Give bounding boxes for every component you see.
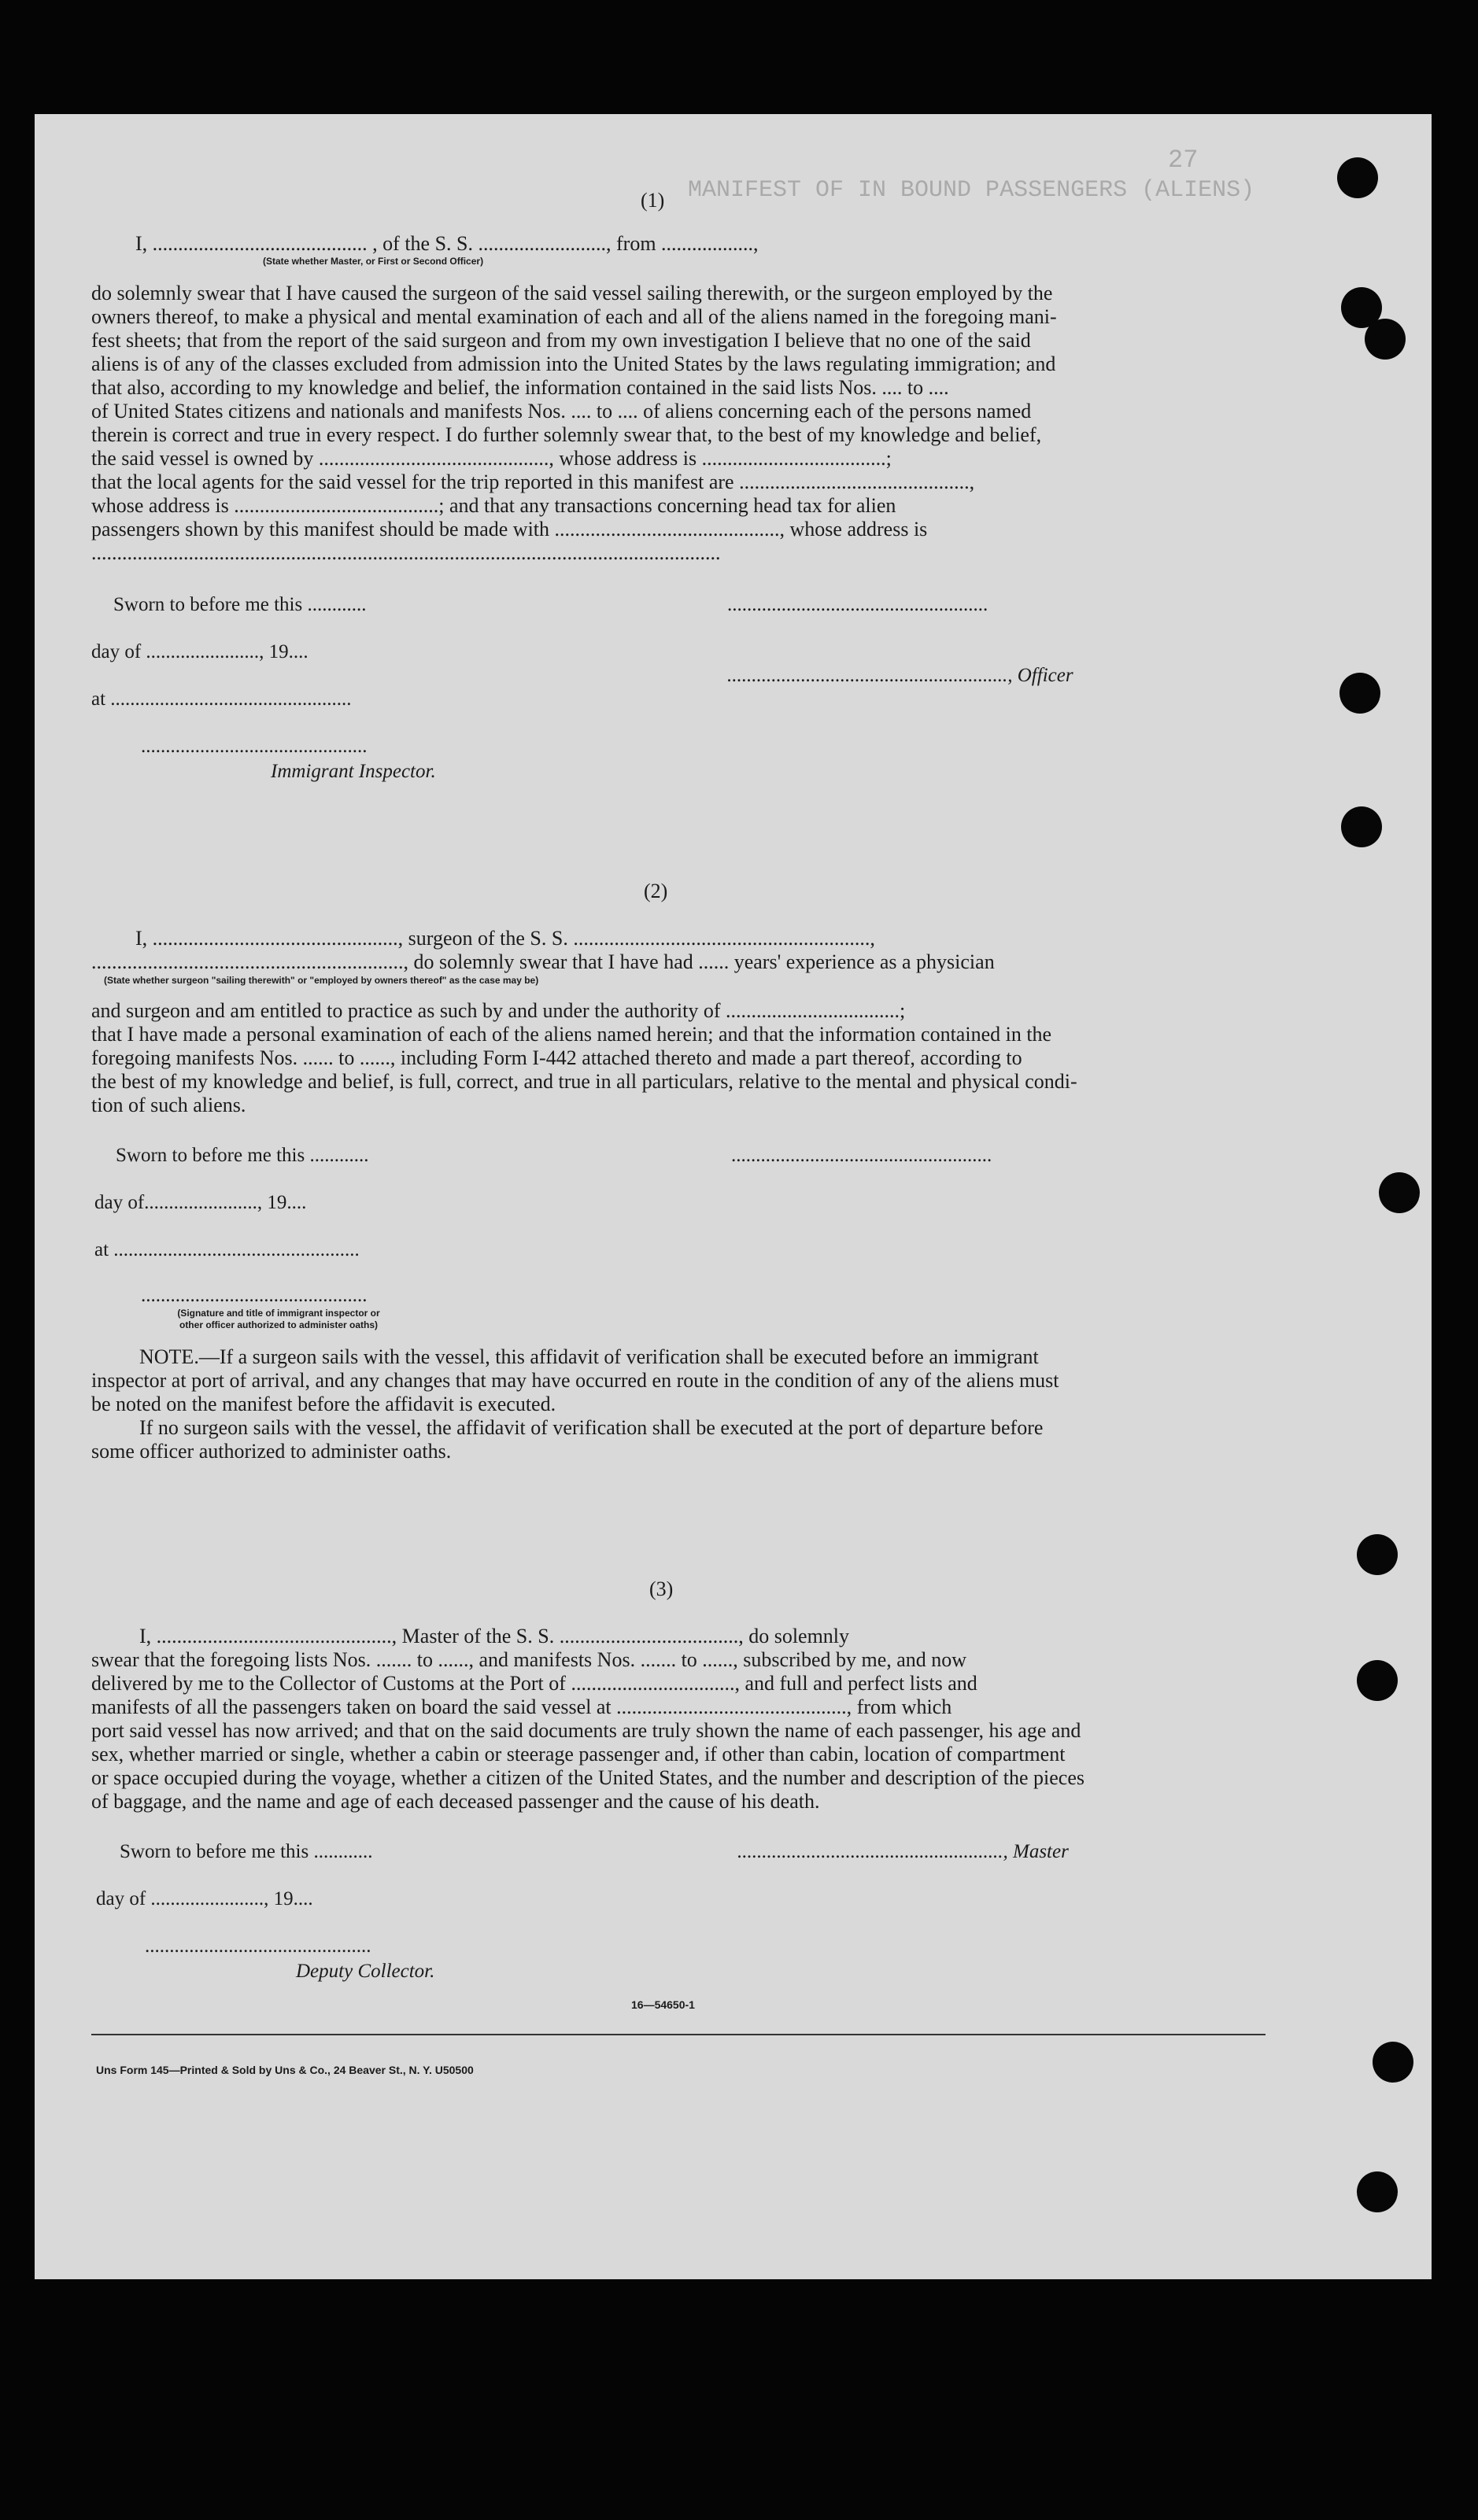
- inspector-signature-line: ..............................................: [141, 736, 368, 757]
- surgeon-type-note: (State whether surgeon "sailing therewith" or "employed by owners thereof" as the case may be): [104, 975, 539, 986]
- day-of-3: day of ......................., 19....: [96, 1888, 313, 1909]
- printer-imprint: Uns Form 145—Printed & Sold by Uns & Co., 24 Beaver St., N. Y. U50500: [96, 2064, 474, 2076]
- surgeon-oath-line-1: I, ................................................, surgeon of the S. S. ..........................................................,: [135, 927, 875, 950]
- bleed-through-number: 27: [1168, 146, 1199, 175]
- signature-note-2: other officer authorized to administer oaths): [179, 1319, 379, 1330]
- day-of-1: day of ......................., 19....: [91, 641, 309, 662]
- at-line-1: at .................................................: [91, 688, 352, 710]
- binder-hole-icon: [1341, 806, 1382, 847]
- deputy-collector-label: Deputy Collector.: [296, 1961, 435, 1982]
- sworn-before-1: Sworn to before me this ............: [113, 594, 367, 615]
- footer-divider: [91, 2034, 1266, 2035]
- master-signature-line: ......................................................, Master: [737, 1841, 1069, 1862]
- section-2-heading: (2): [644, 880, 668, 902]
- surgeon-signature-line: .....................................................: [731, 1145, 992, 1166]
- section-1-heading: (1): [641, 189, 665, 212]
- binder-hole-icon: [1373, 2042, 1413, 2083]
- sworn-before-2: Sworn to before me this ............: [116, 1145, 369, 1166]
- sworn-before-3: Sworn to before me this ............: [120, 1841, 373, 1862]
- binder-hole-icon: [1357, 2171, 1398, 2212]
- master-oath-line: I, .......................................... , of the S. S. ........................., from ..................,: [135, 232, 759, 255]
- bleed-through-header: MANIFEST OF IN BOUND PASSENGERS (ALIENS): [688, 177, 1255, 204]
- binder-hole-icon: [1357, 1534, 1398, 1575]
- manifest-page: MANIFEST OF IN BOUND PASSENGERS (ALIENS) 27 (1) I, .......................................... , of the S. S. ........................., from .................., (State whether Master, or First or Second Officer) do solemnly swear that I have caused the surgeon of the said vessel sailing therewith, or the surgeon employed by the owners thereof, to make a physical and mental examination of each and all of the aliens named in the foregoing mani- fest sheets; that from the report of the said surgeon and from my own investigation I believe that no one of the said aliens is of any of the classes excluded from admission into the United States by the laws regulating immigration; and that also, according to my knowledge and belief, the information contained in the said lists Nos. .... to .... of United States citizens and nationals and manifests Nos. .... to .... of aliens concerning each of the persons named therein is correct and true in every respect. I do further solemnly swear that, to the best of my knowledge and belief, the said vessel is owned by ............................................., whose address is ....................................; that the local agents for the said vessel for the trip reported in this manifest are ............................................., whose address is ........................................; and that any transactions concerning head tax for alien passengers shown by this manifest should be made with ............................................, whose address is ........................................................................................................................... Sworn to before me this ............ ..................................................... day of ......................., 19.... ........................................................., Officer at ................................................. .............................................. Immigrant Inspector. (2) I, ................................................, surgeon of the S. S. .........................................................., ............................................................., do solemnly swear that I have had ...... years' experience as a physician (State whether surgeon "sailing therewith" or "employed by owners thereof" as the case may be) and surgeon and am entitled to practice as such by and under the authority of ..................................; that I have made a personal examination of each of the aliens named herein; and that the information contained in the foregoing manifests Nos. ...... to ......, including Form I-442 attached thereto and made a part thereof, according to the best of my knowledge and belief, is full, correct, and true in all particulars, relative to the mental and physical condi- tion of such aliens. Sworn to before me this ............ ..................................................... day of......................., 19.... at .................................................. .............................................. (Signature and title of immigrant inspector or other officer authorized to administer oaths) NOTE.—If a surgeon sails with the vessel, this affidavit of verification shall be executed before an immigrant inspector at port of arrival, and any changes that may have occurred en route in the condition of any of the aliens must be noted on the manifest before the affidavit is executed. If no surgeon sails with the vessel, the affidavit of verification shall be executed at the port of departure before some officer authorized to administer oaths. (3) I, .............................................., Master of the S. S. ..................................., do solemnly swear that the foregoing lists Nos. ....... to ......, and manifests Nos. ....... to ......, subscribed by me, and now delivered by me to the Collector of Customs at the Port of ................................, and full and perfect lists and manifests of all the passengers taken on board the said vessel at ............................................., from which port said vessel has now arrived; and that on the said documents are truly shown the name of each passenger, his age and sex, whether married or single, whether a cabin or steerage passenger and, if other than cabin, location of compartment or space occupied during the voyage, whether a citizen of the United States, and the number and description of the pieces of baggage, and the name and age of each deceased passenger and the cause of his death. Sworn to before me this ............ ......................................................, Master day of ......................., 19.... .............................................. Deputy Collector. 16—54650-1 Uns Form 145—Printed & Sold by Uns & Co., 24 Beaver St., N. Y. U50500: [35, 114, 1432, 2279]
- binder-hole-icon: [1337, 157, 1378, 198]
- binder-hole-icon: [1379, 1172, 1420, 1213]
- officer-signature-line-1: .....................................................: [727, 594, 988, 615]
- at-line-2: at ..................................................: [94, 1239, 360, 1260]
- binder-hole-icon: [1339, 673, 1380, 714]
- day-of-2: day of......................., 19....: [94, 1192, 307, 1213]
- immigrant-inspector-label: Immigrant Inspector.: [271, 761, 436, 782]
- section-3-heading: (3): [649, 1577, 674, 1600]
- signature-note-1: (Signature and title of immigrant inspector or: [177, 1308, 380, 1319]
- binder-hole-icon: [1357, 1660, 1398, 1701]
- administering-officer-signature-line: ..............................................: [141, 1285, 368, 1306]
- binder-hole-icon: [1365, 319, 1406, 360]
- officer-type-note: (State whether Master, or First or Second Officer): [263, 256, 484, 267]
- officer-signature-line-2: ........................................................., Officer: [727, 665, 1073, 686]
- form-code: 16—54650-1: [631, 1998, 695, 2011]
- surgeon-oath-line-2: ............................................................., do solemnly swear that I have had ...... years' experience as a physician: [91, 950, 995, 973]
- collector-signature-line: ..............................................: [145, 1935, 371, 1957]
